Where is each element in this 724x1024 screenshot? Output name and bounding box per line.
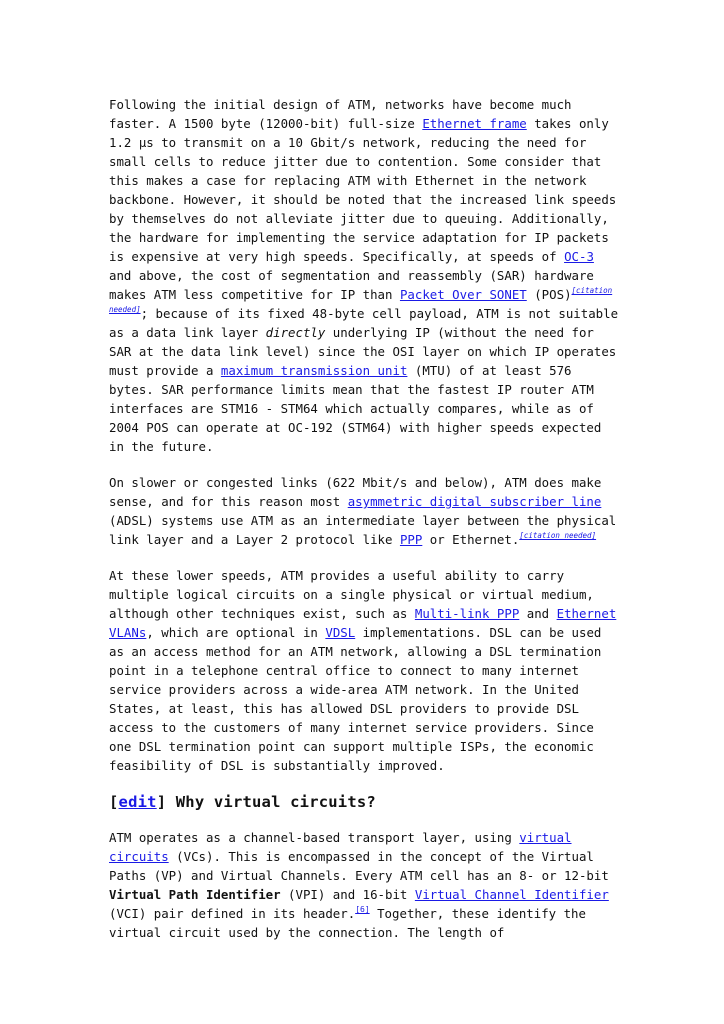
article-body — [109, 95, 619, 959]
bracket: [ — [109, 793, 119, 811]
paragraph-atm-speed — [109, 95, 619, 456]
link-maximum-transmission-unit[interactable]: maximum transmission unit — [220, 363, 408, 378]
link-packet-over-sonet[interactable]: Packet Over SONET — [399, 287, 527, 302]
link-ethernet-frame[interactable]: Ethernet frame — [422, 116, 527, 131]
paragraph-lower-speeds — [109, 566, 619, 775]
text: ATM operates as a channel-based transport layer, using — [109, 830, 520, 845]
link-vdsl[interactable]: VDSL — [325, 625, 356, 640]
text: (ADSL) systems use ATM as an intermediate layer between the physical link layer and a Layer 2 protocol like — [109, 513, 617, 547]
link-ppp[interactable]: PPP — [399, 532, 423, 547]
text: , which are optional in — [146, 625, 326, 640]
section-title: Why virtual circuits? — [166, 793, 376, 811]
text: Together, these identify the virtual circuit used by the connection. The length of — [109, 906, 586, 940]
section-heading-why-virtual-circuits — [109, 792, 619, 812]
link-virtual-channel-identifier[interactable]: Virtual Channel Identifier — [414, 887, 609, 902]
text: At these lower speeds, ATM provides a useful ability to carry multiple logical circuits on a single physical or virtual medium, although other techniques exist, such as — [109, 568, 594, 621]
text: (MTU) of at least 576 bytes. SAR performance limits mean that the fastest IP router ATM interfaces are STM16 - STM64 which actually compares, while as of 2004 POS can operate at OC-192 (STM64) with higher speeds expected in the future. — [109, 363, 602, 454]
citation-needed-link[interactable]: [citation needed] — [109, 286, 613, 314]
text: (POS) — [526, 287, 572, 302]
text: underlying IP (without the need for SAR at the data link level) since the OSI layer on which IP operates must provide a — [109, 325, 617, 378]
citation-needed-link[interactable]: [citation needed] — [519, 531, 597, 540]
text: (VCs). This is encompassed in the concept of the Virtual Paths (VP) and Virtual Channels. Every ATM cell has an 8- or 12-bit — [109, 849, 609, 883]
bracket: ] — [156, 793, 167, 811]
text: and above, the cost of segmentation and reassembly (SAR) hardware makes ATM less competitive for IP than — [109, 268, 594, 302]
bold-virtual-path-identifier: Virtual Path Identifier — [109, 887, 281, 902]
text: implementations. DSL can be used as an access method for an ATM network, allowing a DSL termination point in a telephone central office to connect to many internet service providers across a wide-area ATM network. In the United States, at least, this has allowed DSL providers to provide DSL access to the customers of many internet service providers. Since one DSL termination point can support multiple ISPs, the economic feasibility of DSL is substantially improved. — [109, 625, 602, 773]
text: (VPI) and 16-bit — [280, 887, 415, 902]
link-adsl[interactable]: asymmetric digital subscriber line — [347, 494, 602, 509]
link-virtual-circuits[interactable]: virtual circuits — [109, 830, 572, 864]
text: (VCI) pair defined in its header. — [109, 906, 356, 921]
text: ; because of its fixed 48-byte cell payload, ATM is not suitable as a data link layer — [109, 306, 619, 340]
paragraph-virtual-circuits — [109, 828, 619, 942]
text: or Ethernet. — [422, 532, 520, 547]
text: On slower or congested links (622 Mbit/s and below), ATM does make sense, and for this reason most — [109, 475, 602, 509]
link-multi-link-ppp[interactable]: Multi-link PPP — [414, 606, 520, 621]
link-ethernet-vlans[interactable]: Ethernet VLANs — [109, 606, 617, 640]
text: takes only 1.2 µs to transmit on a 10 Gbit/s network, reducing the need for small cells to reduce jitter due to contention. Some consider that this makes a case for replacing ATM with Ethernet in the network backbone. However, it should be noted that the increased link speeds by themselves do not alleviate jitter due to queuing. Additionally, the hardware for implementing the service adaptation for IP packets is expensive at very high speeds. Specifically, at speeds of — [109, 116, 617, 264]
reference-link[interactable]: [6] — [355, 905, 370, 914]
emphasis-directly: directly — [265, 325, 326, 340]
text: and — [519, 606, 557, 621]
paragraph-adsl — [109, 473, 619, 549]
link-oc-3[interactable]: OC-3 — [564, 249, 594, 264]
edit-link[interactable]: edit — [118, 793, 157, 811]
text: Following the initial design of ATM, networks have become much faster. A 1500 byte (12000-bit) full-size — [109, 97, 572, 131]
